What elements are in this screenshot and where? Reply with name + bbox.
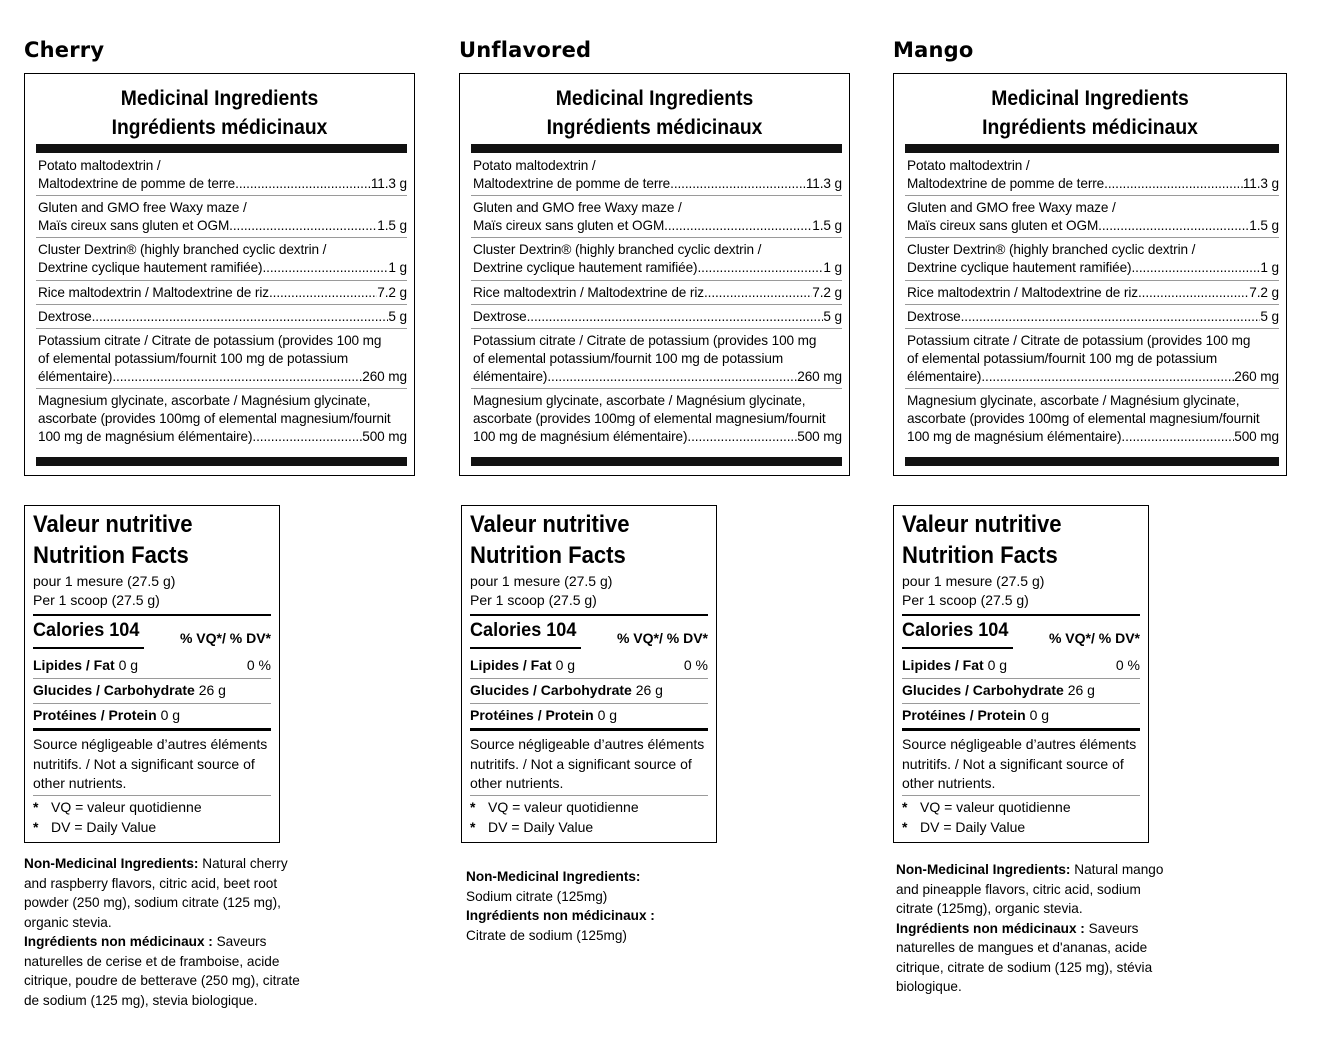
ingredient-divider: [471, 237, 842, 238]
serving-fr: pour 1 mesure (27.5 g): [902, 573, 1045, 589]
ingredient-last-line: [907, 217, 1279, 235]
ingredient-last-line: [907, 368, 1279, 386]
dv-text: DV = Daily Value: [920, 819, 1026, 835]
title-en: Medicinal Ingredients: [991, 87, 1189, 110]
vq-text: VQ = valeur quotidienne: [51, 799, 202, 815]
ingredient-last-line: [907, 259, 1279, 277]
carb-label: Glucides / Carbohydrate: [470, 682, 632, 698]
bottom-bar: [905, 457, 1279, 466]
non-medicinal-ingredients: [24, 854, 302, 1010]
non-medicinal-ingredients: [896, 860, 1172, 997]
ingredient-divider: [905, 328, 1279, 329]
dot-leader: [961, 308, 1261, 326]
ingredient-text: Rice maltodextrin / Maltodextrine de riz: [38, 285, 269, 300]
medicinal-ingredients-title: [41, 84, 399, 142]
ingredient-last-line: [907, 284, 1279, 302]
thick-rule: [33, 614, 271, 616]
divider: [902, 678, 1140, 679]
dot-leader: [527, 308, 824, 326]
vq-footnote: [470, 798, 639, 818]
ingredient-amount: 1 g: [388, 260, 407, 275]
ingredient-text: Maltodextrine de pomme de terre: [38, 176, 236, 191]
ingredient-text: Maïs cireux sans gluten et OGM: [473, 218, 665, 233]
flavor-title: Unflavored: [459, 38, 592, 62]
ingredient-item: [473, 392, 842, 446]
ingredient-amount: 260 mg: [1234, 369, 1279, 384]
title-fr: Ingrédients médicinaux: [982, 116, 1198, 139]
fat-label: Lipides / Fat: [33, 657, 115, 673]
ingredient-text: Cluster Dextrin® (highly branched cyclic dextrin /: [38, 242, 327, 257]
protein-label: Protéines / Protein: [902, 707, 1026, 723]
top-bar: [36, 144, 407, 153]
ingredient-amount: 500 mg: [1234, 429, 1279, 444]
ingredient-item: [38, 392, 407, 446]
ingredient-amount: 7.2 g: [812, 285, 842, 300]
ingredient-amount: 260 mg: [797, 369, 842, 384]
protein-row: [470, 706, 708, 725]
dot-leader: [687, 428, 797, 446]
ingredient-amount: 1.5 g: [1249, 218, 1279, 233]
ingredient-item: [907, 241, 1279, 277]
ingredient-text: of elemental potassium/fournit 100 mg de potassium: [38, 351, 349, 366]
ingredient-item: [38, 308, 407, 326]
dv-text: DV = Daily Value: [51, 819, 157, 835]
ingredient-text: ascorbate (provides 100mg of elemental magnesium/fournit: [907, 411, 1260, 426]
ingredient-divider: [471, 304, 842, 305]
dot-leader: [547, 368, 797, 386]
fat-value: 0 g: [983, 657, 1008, 673]
nf-title-fr: Valeur nutritive: [902, 511, 1062, 538]
dv-header: % VQ*/ % DV*: [616, 630, 708, 646]
asterisk: *: [33, 819, 39, 835]
ingredient-divider: [905, 237, 1279, 238]
calories: Calories 104: [33, 620, 140, 641]
protein-label: Protéines / Protein: [470, 707, 594, 723]
thick-rule: [902, 728, 1140, 731]
ingredient-item: [907, 157, 1279, 193]
dot-leader: [1098, 217, 1249, 235]
ingredient-text: Potassium citrate / Citrate de potassium (provides 100 mg: [907, 333, 1251, 348]
ingredient-text: Magnesium glycinate, ascorbate / Magnésium glycinate,: [907, 393, 1240, 408]
ingredient-text: 100 mg de magnésium élémentaire): [38, 429, 253, 444]
nmi-text-fr: Saveurs naturelles de mangues et d'ananas, acide citrique, citrate de sodium (125 mg), stévia biologique.: [896, 920, 1153, 994]
ingredient-amount: 5 g: [823, 309, 842, 324]
ingredient-text: Magnesium glycinate, ascorbate / Magnésium glycinate,: [473, 393, 806, 408]
carb-value: 26 g: [631, 682, 663, 698]
ingredient-text: élémentaire): [38, 369, 113, 384]
divider: [902, 795, 1140, 796]
asterisk: *: [33, 799, 39, 815]
vq-footnote: [33, 798, 202, 818]
calories-underline: [902, 647, 1013, 649]
ingredient-item: [907, 308, 1279, 326]
asterisk: *: [470, 799, 476, 815]
dot-leader: [235, 175, 371, 193]
ingredient-text: Potato maltodextrin /: [907, 158, 1030, 173]
dv-footnote: [470, 818, 593, 838]
ingredient-last-line: [38, 259, 407, 277]
title-fr: Ingrédients médicinaux: [546, 116, 763, 139]
nmi-text-en: Natural cherry and raspberry flavors, citric acid, beet root powder (250 mg), sodium citrate (125 mg), organic stevia.: [24, 856, 288, 930]
fat-dv: 0 %: [683, 657, 708, 673]
ingredient-last-line: [473, 308, 842, 326]
ingredient-last-line: [473, 284, 842, 302]
dv-header: % VQ*/ % DV*: [179, 630, 271, 646]
ingredient-item: [907, 392, 1279, 446]
ingredient-text: élémentaire): [473, 369, 548, 384]
thick-rule: [470, 728, 708, 731]
ingredient-text: Rice maltodextrin / Maltodextrine de riz: [473, 285, 704, 300]
ingredient-divider: [905, 195, 1279, 196]
ingredient-last-line: [473, 259, 842, 277]
ingredient-text: Gluten and GMO free Waxy maze /: [907, 200, 1116, 215]
dot-leader: [664, 217, 812, 235]
ingredient-divider: [36, 328, 407, 329]
ingredient-divider: [905, 388, 1279, 389]
ingredient-item: [38, 284, 407, 302]
dot-leader: [1104, 175, 1243, 193]
ingredient-item: [38, 332, 407, 386]
medicinal-ingredients-panel: [893, 73, 1287, 476]
ingredient-amount: 1.5 g: [812, 218, 842, 233]
dot-leader: [229, 217, 377, 235]
thick-rule: [33, 728, 271, 731]
protein-row: [33, 706, 271, 725]
ingredient-divider: [471, 328, 842, 329]
nutrient-note: Source négligeable d’autres éléments nutritifs. / Not a significant source of other nutrients.: [470, 736, 705, 791]
calories-underline: [470, 647, 581, 649]
fat-row: [33, 656, 271, 675]
ingredient-text: Gluten and GMO free Waxy maze /: [473, 200, 682, 215]
fat-value: 0 g: [114, 657, 139, 673]
ingredient-item: [907, 199, 1279, 235]
nmi-text-en: Natural mango and pineapple flavors, citric acid, sodium citrate (125mg), organic stevia.: [896, 862, 1164, 916]
ingredient-amount: 5 g: [388, 309, 407, 324]
vq-text: VQ = valeur quotidienne: [920, 799, 1071, 815]
ingredient-last-line: [473, 175, 842, 193]
title-fr: Ingrédients médicinaux: [111, 116, 328, 139]
fat-dv: 0 %: [246, 657, 271, 673]
ingredient-divider: [905, 304, 1279, 305]
dot-leader: [269, 284, 377, 302]
ingredient-item: [907, 332, 1279, 386]
dot-leader: [1138, 284, 1249, 302]
ingredient-text: Gluten and GMO free Waxy maze /: [38, 200, 247, 215]
fat-label: Lipides / Fat: [470, 657, 552, 673]
nf-title-en: Nutrition Facts: [902, 542, 1058, 569]
ingredient-divider: [36, 388, 407, 389]
ingredient-amount: 11.3 g: [805, 176, 842, 191]
serving-en: Per 1 scoop (27.5 g): [902, 592, 1029, 608]
nutrition-facts-panel: [893, 505, 1149, 843]
dot-leader: [262, 259, 388, 277]
nutrient-note: Source négligeable d’autres éléments nutritifs. / Not a significant source of other nutrients.: [33, 736, 268, 791]
ingredient-amount: 7.2 g: [377, 285, 407, 300]
protein-value: 0 g: [1025, 707, 1050, 723]
fat-label: Lipides / Fat: [902, 657, 984, 673]
dot-leader: [981, 368, 1234, 386]
ingredient-item: [473, 157, 842, 193]
protein-value: 0 g: [156, 707, 181, 723]
nmi-label-fr: Ingrédients non médicinaux :: [466, 908, 655, 923]
dot-leader: [1121, 428, 1234, 446]
ingredient-text: Dextrose: [473, 309, 527, 324]
dot-leader: [704, 284, 812, 302]
ingredient-amount: 1.5 g: [377, 218, 407, 233]
medicinal-ingredients-panel: [459, 73, 850, 476]
ingredient-item: [473, 241, 842, 277]
ingredient-divider: [36, 237, 407, 238]
ingredient-amount: 500 mg: [797, 429, 842, 444]
nutrient-note: Source négligeable d’autres éléments nutritifs. / Not a significant source of other nutrients.: [902, 736, 1137, 791]
ingredient-amount: 7.2 g: [1249, 285, 1279, 300]
ingredient-last-line: [907, 428, 1279, 446]
calories: Calories 104: [470, 620, 577, 641]
dot-leader: [670, 175, 806, 193]
ingredient-text: Potato maltodextrin /: [473, 158, 596, 173]
dot-leader: [1131, 259, 1260, 277]
ingredient-text: Dextrine cyclique hautement ramifiée): [473, 260, 698, 275]
divider: [33, 795, 271, 796]
ingredient-text: 100 mg de magnésium élémentaire): [907, 429, 1122, 444]
ingredient-item: [38, 241, 407, 277]
ingredient-amount: 11.3 g: [370, 176, 407, 191]
nmi-label-en: Non-Medicinal Ingredients:: [24, 856, 199, 871]
ingredient-item: [38, 157, 407, 193]
nmi-label-fr: Ingrédients non médicinaux :: [24, 934, 213, 949]
ingredient-item: [907, 284, 1279, 302]
divider: [33, 678, 271, 679]
carb-value: 26 g: [1063, 682, 1095, 698]
divider: [470, 703, 708, 704]
ingredient-divider: [905, 280, 1279, 281]
nmi-text-en: Sodium citrate (125mg): [466, 888, 608, 904]
ingredient-text: Maïs cireux sans gluten et OGM: [38, 218, 230, 233]
ingredient-amount: 260 mg: [362, 369, 407, 384]
ingredient-last-line: [473, 368, 842, 386]
ingredient-last-line: [473, 217, 842, 235]
divider: [470, 795, 708, 796]
ingredient-amount: 11.3 g: [1242, 176, 1279, 191]
dot-leader: [92, 308, 389, 326]
ingredient-item: [473, 332, 842, 386]
ingredient-text: Potassium citrate / Citrate de potassium (provides 100 mg: [473, 333, 817, 348]
flavor-title: Cherry: [24, 38, 105, 62]
ingredient-text: Maltodextrine de pomme de terre: [473, 176, 671, 191]
ingredient-last-line: [473, 428, 842, 446]
nmi-label-fr: Ingrédients non médicinaux :: [896, 920, 1085, 936]
divider: [470, 678, 708, 679]
dot-leader: [112, 368, 362, 386]
calories-underline: [33, 647, 144, 649]
ingredient-divider: [36, 304, 407, 305]
nutrition-facts-panel: [24, 505, 280, 843]
bottom-bar: [471, 457, 842, 466]
nutrition-facts-panel: [461, 505, 717, 843]
medicinal-ingredients-panel: [24, 73, 415, 476]
ingredient-last-line: [38, 175, 407, 193]
vq-text: VQ = valeur quotidienne: [488, 799, 639, 815]
ingredient-divider: [471, 280, 842, 281]
fat-value: 0 g: [551, 657, 576, 673]
ingredient-divider: [471, 195, 842, 196]
non-medicinal-ingredients: [466, 867, 726, 945]
ingredient-text: Potassium citrate / Citrate de potassium (provides 100 mg: [38, 333, 382, 348]
fat-dv: 0 %: [1115, 657, 1140, 673]
ingredient-text: Magnesium glycinate, ascorbate / Magnésium glycinate,: [38, 393, 371, 408]
dv-header: % VQ*/ % DV*: [1048, 630, 1140, 646]
ingredient-text: Cluster Dextrin® (highly branched cyclic dextrin /: [473, 242, 762, 257]
protein-label: Protéines / Protein: [33, 707, 157, 723]
ingredient-item: [473, 284, 842, 302]
nf-title-en: Nutrition Facts: [470, 542, 626, 569]
ingredient-last-line: [38, 368, 407, 386]
ingredient-text: of elemental potassium/fournit 100 mg de potassium: [473, 351, 784, 366]
calories: Calories 104: [902, 620, 1009, 641]
dot-leader: [252, 428, 362, 446]
asterisk: *: [902, 819, 908, 835]
ingredient-text: Dextrine cyclique hautement ramifiée): [907, 260, 1132, 275]
top-bar: [905, 144, 1279, 153]
medicinal-ingredients-title: [910, 84, 1271, 142]
fat-row: [470, 656, 708, 675]
serving-en: Per 1 scoop (27.5 g): [33, 592, 160, 608]
ingredient-text: Dextrose: [907, 309, 961, 324]
vq-footnote: [902, 798, 1071, 818]
serving-fr: pour 1 mesure (27.5 g): [470, 573, 613, 589]
protein-value: 0 g: [593, 707, 618, 723]
divider: [33, 703, 271, 704]
carb-label: Glucides / Carbohydrate: [33, 682, 195, 698]
asterisk: *: [470, 819, 476, 835]
ingredient-item: [473, 308, 842, 326]
top-bar: [471, 144, 842, 153]
ingredient-amount: 500 mg: [362, 429, 407, 444]
ingredient-last-line: [38, 217, 407, 235]
dv-footnote: [33, 818, 156, 838]
nf-title-fr: Valeur nutritive: [470, 511, 630, 538]
ingredient-text: Maïs cireux sans gluten et OGM: [907, 218, 1099, 233]
carb-row: [33, 681, 271, 700]
bottom-bar: [36, 457, 407, 466]
protein-row: [902, 706, 1140, 725]
dv-footnote: [902, 818, 1025, 838]
ingredient-last-line: [38, 428, 407, 446]
ingredient-text: Potato maltodextrin /: [38, 158, 161, 173]
ingredient-text: élémentaire): [907, 369, 982, 384]
ingredient-amount: 1 g: [823, 260, 842, 275]
thick-rule: [902, 614, 1140, 616]
carb-value: 26 g: [194, 682, 226, 698]
ingredient-text: Maltodextrine de pomme de terre: [907, 176, 1105, 191]
asterisk: *: [902, 799, 908, 815]
dv-text: DV = Daily Value: [488, 819, 594, 835]
ingredient-text: Rice maltodextrin / Maltodextrine de riz: [907, 285, 1138, 300]
nf-title-en: Nutrition Facts: [33, 542, 189, 569]
ingredient-divider: [36, 280, 407, 281]
dot-leader: [697, 259, 823, 277]
title-en: Medicinal Ingredients: [555, 87, 754, 110]
ingredient-text: Cluster Dextrin® (highly branched cyclic dextrin /: [907, 242, 1196, 257]
ingredient-text: Dextrose: [38, 309, 92, 324]
ingredient-text: Dextrine cyclique hautement ramifiée): [38, 260, 263, 275]
ingredient-item: [38, 199, 407, 235]
serving-fr: pour 1 mesure (27.5 g): [33, 573, 176, 589]
ingredient-text: ascorbate (provides 100mg of elemental magnesium/fournit: [38, 411, 391, 426]
fat-row: [902, 656, 1140, 675]
title-en: Medicinal Ingredients: [120, 87, 319, 110]
ingredient-text: ascorbate (provides 100mg of elemental magnesium/fournit: [473, 411, 826, 426]
nmi-label-en: Non-Medicinal Ingredients:: [896, 862, 1071, 877]
flavor-title: Mango: [893, 38, 974, 62]
nmi-label-en: Non-Medicinal Ingredients:: [466, 869, 641, 884]
carb-row: [470, 681, 708, 700]
carb-label: Glucides / Carbohydrate: [902, 682, 1064, 698]
ingredient-last-line: [38, 308, 407, 326]
ingredient-text: 100 mg de magnésium élémentaire): [473, 429, 688, 444]
divider: [902, 703, 1140, 704]
ingredient-amount: 1 g: [1260, 260, 1279, 275]
ingredient-last-line: [907, 175, 1279, 193]
nmi-text-fr: Citrate de sodium (125mg): [466, 927, 627, 943]
ingredient-last-line: [907, 308, 1279, 326]
ingredient-divider: [36, 195, 407, 196]
ingredient-text: of elemental potassium/fournit 100 mg de potassium: [907, 351, 1218, 366]
serving-en: Per 1 scoop (27.5 g): [470, 592, 597, 608]
medicinal-ingredients-title: [476, 84, 834, 142]
thick-rule: [470, 614, 708, 616]
ingredient-divider: [471, 388, 842, 389]
ingredient-item: [473, 199, 842, 235]
ingredient-amount: 5 g: [1260, 309, 1279, 324]
nf-title-fr: Valeur nutritive: [33, 511, 193, 538]
nmi-text-fr: Saveurs naturelles de cerise et de framboise, acide citrique, poudre de betterave (250 mg), citrate de sodium (125 mg), stevia biologique.: [24, 934, 300, 1008]
carb-row: [902, 681, 1140, 700]
ingredient-last-line: [38, 284, 407, 302]
